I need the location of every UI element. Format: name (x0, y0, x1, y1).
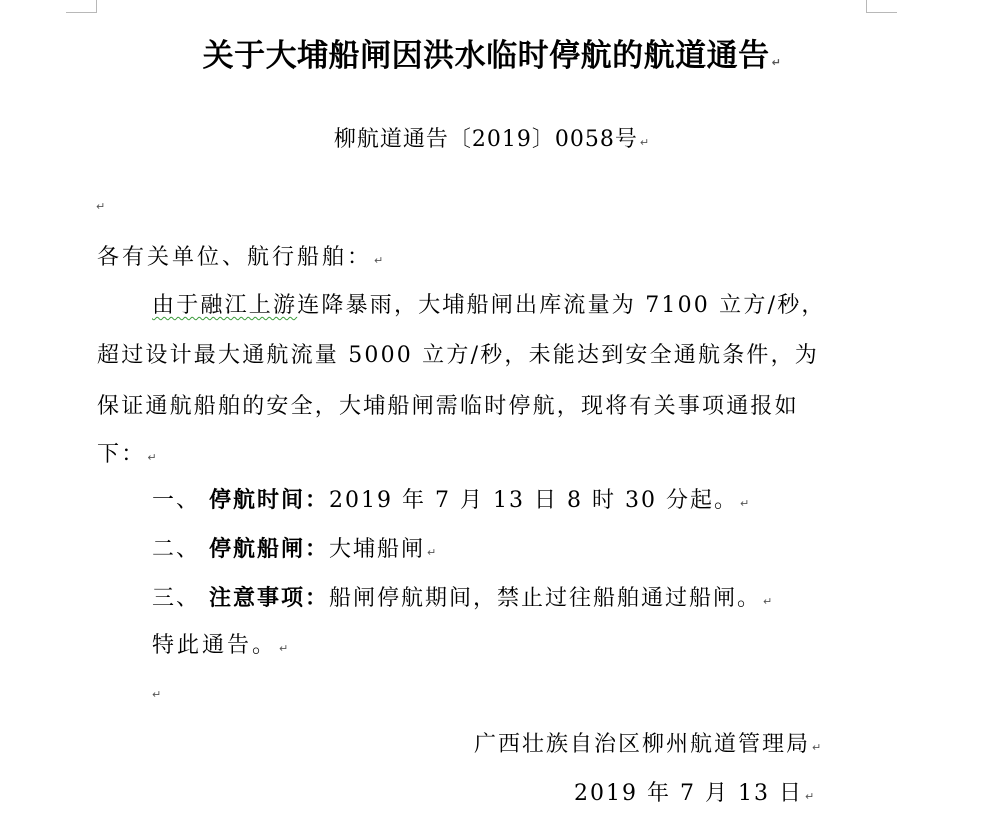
paragraph-mark-icon: ↵ (147, 451, 159, 464)
item-number: 二、 (152, 537, 201, 562)
notice-item (152, 483, 751, 514)
body-line: 下： ↵ (97, 442, 159, 467)
document-title: 关于大埔船闸因洪水临时停航的航道通告 ↵ (202, 38, 782, 74)
page-corner-mark (66, 0, 97, 13)
paragraph-mark-icon: ↵ (279, 642, 292, 655)
notice-item (152, 532, 438, 563)
salutation: 各有关单位、航行船舶： ↵ (97, 245, 387, 270)
item-value: 船闸停航期间，禁止过往船舶通过船闸。 (329, 586, 762, 611)
empty-paragraph (150, 683, 161, 702)
paragraph-mark-icon: ↵ (152, 688, 162, 701)
paragraph-mark-icon: ↵ (639, 136, 651, 149)
paragraph-mark-icon: ↵ (763, 595, 775, 608)
paragraph-mark-icon: ↵ (739, 497, 752, 510)
item-number: 一、 (152, 488, 201, 513)
item-label: 停航船闸： (209, 536, 330, 562)
item-value: 2019 年 7 月 13 日 8 时 30 分起。 (329, 488, 738, 513)
notice-item (152, 581, 774, 612)
item-number: 三、 (152, 586, 201, 611)
item-value: 大埔船闸 (329, 537, 426, 562)
paragraph-mark-icon: ↵ (771, 56, 782, 69)
grammar-flagged-phrase[interactable]: 由于融江上游 (152, 293, 298, 318)
page-corner-mark (866, 0, 897, 13)
paragraph-mark-icon: ↵ (374, 254, 387, 267)
paragraph-mark-icon: ↵ (812, 741, 824, 754)
paragraph-mark-icon: ↵ (804, 790, 817, 803)
body-line: 保证通航船舶的安全，大埔船闸需临时停航，现将有关事项通报如 (97, 394, 799, 419)
paragraph-mark-icon: ↵ (427, 546, 439, 559)
body-line: 超过设计最大通航流量 5000 立方/秒，未能达到安全通航条件，为 (97, 343, 819, 368)
issuer-signature: 广西壮族自治区柳州航道管理局 ↵ (474, 732, 824, 757)
document-number: 柳航道通告〔2019〕0058号 ↵ (333, 127, 651, 152)
item-label: 停航时间： (209, 487, 330, 513)
empty-paragraph (94, 195, 105, 214)
closing-text: 特此通告。 ↵ (152, 633, 292, 658)
issue-date: 2019 年 7 月 13 日 ↵ (574, 781, 817, 806)
paragraph-mark-icon: ↵ (96, 200, 106, 213)
item-label: 注意事项： (209, 585, 330, 611)
body-line: 由于融江上游连降暴雨，大埔船闸出库流量为 7100 立方/秒， (152, 293, 826, 318)
